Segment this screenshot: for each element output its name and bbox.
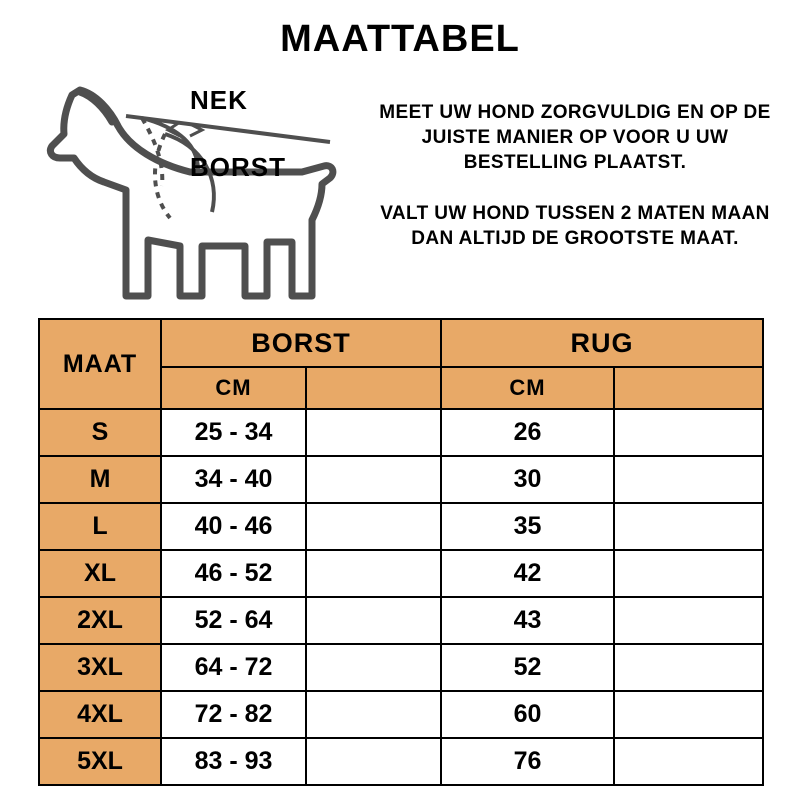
table-header-row-groups	[39, 319, 763, 367]
cell-back-alt	[614, 550, 763, 597]
page-title: MAATTABEL	[280, 18, 520, 60]
cell-chest-alt	[306, 597, 441, 644]
label-chest: BORST	[190, 152, 286, 182]
size-table-container	[38, 318, 762, 786]
table-row	[39, 644, 763, 691]
cell-size: M	[39, 456, 161, 503]
header-back: RUG	[441, 319, 763, 367]
cell-back-cm: 43	[441, 597, 614, 644]
cell-back-alt	[614, 738, 763, 785]
cell-back-alt	[614, 644, 763, 691]
cell-chest-alt	[306, 691, 441, 738]
cell-back-cm: 30	[441, 456, 614, 503]
cell-back-cm: 52	[441, 644, 614, 691]
cell-chest-cm: 25 - 34	[161, 409, 306, 456]
cell-size: XL	[39, 550, 161, 597]
table-row	[39, 738, 763, 785]
cell-back-alt	[614, 409, 763, 456]
cell-size: S	[39, 409, 161, 456]
cell-size: 5XL	[39, 738, 161, 785]
cell-back-alt	[614, 691, 763, 738]
cell-chest-alt	[306, 738, 441, 785]
table-row	[39, 503, 763, 550]
cell-chest-alt	[306, 456, 441, 503]
cell-back-cm: 35	[441, 503, 614, 550]
cell-chest-cm: 64 - 72	[161, 644, 306, 691]
cell-size: 3XL	[39, 644, 161, 691]
cell-back-cm: 60	[441, 691, 614, 738]
cell-chest-alt	[306, 644, 441, 691]
instruction-paragraph-1: MEET UW HOND ZORGVULDIG EN OP DE JUISTE MANIER OP VOOR U UW BESTELLING PLAATST.	[379, 102, 771, 173]
header-chest-cm: CM	[161, 367, 306, 409]
cell-chest-cm: 34 - 40	[161, 456, 306, 503]
header-chest: BORST	[161, 319, 441, 367]
cell-size: 2XL	[39, 597, 161, 644]
cell-chest-cm: 83 - 93	[161, 738, 306, 785]
cell-back-cm: 76	[441, 738, 614, 785]
header-back-blank	[614, 367, 763, 409]
cell-back-alt	[614, 503, 763, 550]
cell-back-cm: 42	[441, 550, 614, 597]
cell-size: 4XL	[39, 691, 161, 738]
cell-back-cm: 26	[441, 409, 614, 456]
table-row	[39, 597, 763, 644]
table-row	[39, 456, 763, 503]
table-row	[39, 409, 763, 456]
cell-chest-alt	[306, 550, 441, 597]
cell-back-alt	[614, 597, 763, 644]
table-row	[39, 691, 763, 738]
header-chest-blank	[306, 367, 441, 409]
cell-chest-cm: 52 - 64	[161, 597, 306, 644]
cell-size: L	[39, 503, 161, 550]
table-body	[39, 409, 763, 785]
label-neck: NEK	[190, 85, 248, 115]
cell-chest-cm: 72 - 82	[161, 691, 306, 738]
cell-back-alt	[614, 456, 763, 503]
header-size: MAAT	[39, 319, 161, 409]
header-back-cm: CM	[441, 367, 614, 409]
cell-chest-alt	[306, 503, 441, 550]
instructions	[360, 100, 790, 251]
cell-chest-cm: 40 - 46	[161, 503, 306, 550]
cell-chest-cm: 46 - 52	[161, 550, 306, 597]
size-table	[38, 318, 764, 786]
table-row	[39, 550, 763, 597]
table-header	[39, 319, 763, 409]
paragraph-spacer	[360, 175, 790, 201]
dog-diagram	[30, 60, 360, 310]
instruction-paragraph-2: VALT UW HOND TUSSEN 2 MATEN MAAN DAN ALTIJD DE GROOTSTE MAAT.	[380, 203, 770, 249]
cell-chest-alt	[306, 409, 441, 456]
